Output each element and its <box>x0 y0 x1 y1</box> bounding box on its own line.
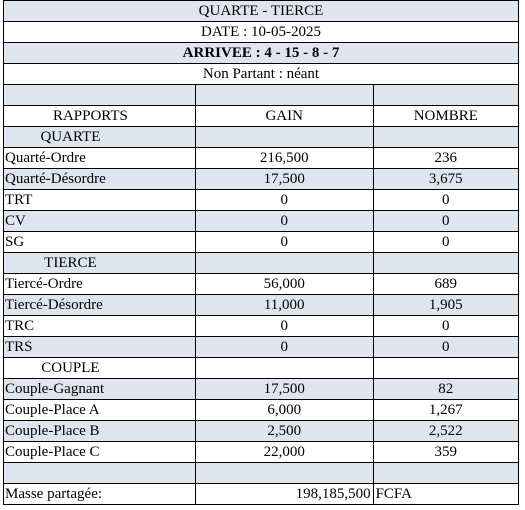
gain-value: 11,000 <box>195 295 373 316</box>
spacer-cell <box>195 463 373 484</box>
spacer-row <box>4 85 519 106</box>
rapport-label: Couple-Place B <box>4 421 196 442</box>
table-row <box>4 295 519 316</box>
table-row <box>4 190 519 211</box>
gain-value: 22,000 <box>195 442 373 463</box>
column-header-rapports: RAPPORTS <box>4 106 196 127</box>
gain-value: 0 <box>195 190 373 211</box>
nombre-value: 1,267 <box>373 400 518 421</box>
gain-value: 0 <box>195 232 373 253</box>
column-header-row <box>4 106 519 127</box>
title-row <box>4 1 519 22</box>
rapport-label: TRC <box>4 316 196 337</box>
empty-cell <box>373 358 518 379</box>
table-row <box>4 274 519 295</box>
nombre-value: 689 <box>373 274 518 295</box>
section-title: COUPLE <box>4 358 196 379</box>
section-header-row <box>4 127 519 148</box>
nombre-value: 1,905 <box>373 295 518 316</box>
gain-value: 0 <box>195 337 373 358</box>
rapport-label: Tiercé-Désordre <box>4 295 196 316</box>
empty-cell <box>195 358 373 379</box>
rapport-label: Couple-Place A <box>4 400 196 421</box>
race-title: QUARTE - TIERCE <box>4 1 519 22</box>
table-row <box>4 337 519 358</box>
section-title: QUARTE <box>4 127 196 148</box>
masse-partagee-currency: FCFA <box>373 484 518 505</box>
footer-row <box>4 484 519 505</box>
table-row <box>4 169 519 190</box>
gain-value: 6,000 <box>195 400 373 421</box>
table-row <box>4 211 519 232</box>
non-partant-row <box>4 64 519 85</box>
spacer-cell <box>4 85 196 106</box>
results-table <box>3 0 519 505</box>
rapport-label: Quarté-Ordre <box>4 148 196 169</box>
arrivee-result: ARRIVEE : 4 - 15 - 8 - 7 <box>4 43 519 64</box>
nombre-value: 0 <box>373 232 518 253</box>
rapport-label: Tiercé-Ordre <box>4 274 196 295</box>
arrivee-row <box>4 43 519 64</box>
rapport-label: Couple-Place C <box>4 442 196 463</box>
section-title: TIERCE <box>4 253 196 274</box>
rapport-label: Couple-Gagnant <box>4 379 196 400</box>
gain-value: 2,500 <box>195 421 373 442</box>
results-sheet <box>3 0 519 505</box>
section-header-row <box>4 358 519 379</box>
rapport-label: SG <box>4 232 196 253</box>
masse-partagee-amount: 198,185,500 <box>195 484 373 505</box>
nombre-value: 0 <box>373 337 518 358</box>
nombre-value: 0 <box>373 211 518 232</box>
rapport-label: TRT <box>4 190 196 211</box>
section-header-row <box>4 253 519 274</box>
column-header-gain: GAIN <box>195 106 373 127</box>
nombre-value: 236 <box>373 148 518 169</box>
spacer-cell <box>373 463 518 484</box>
gain-value: 56,000 <box>195 274 373 295</box>
nombre-value: 82 <box>373 379 518 400</box>
empty-cell <box>195 127 373 148</box>
gain-value: 0 <box>195 211 373 232</box>
gain-value: 216,500 <box>195 148 373 169</box>
table-row <box>4 232 519 253</box>
race-date: DATE : 10-05-2025 <box>4 22 519 43</box>
nombre-value: 2,522 <box>373 421 518 442</box>
spacer-cell <box>195 85 373 106</box>
nombre-value: 0 <box>373 316 518 337</box>
rapport-label: TRS <box>4 337 196 358</box>
sections-body <box>4 127 519 463</box>
spacer-cell <box>373 85 518 106</box>
empty-cell <box>195 253 373 274</box>
non-partant-info: Non Partant : néant <box>4 64 519 85</box>
rapport-label: Quarté-Désordre <box>4 169 196 190</box>
column-header-nombre: NOMBRE <box>373 106 518 127</box>
nombre-value: 0 <box>373 190 518 211</box>
table-row <box>4 148 519 169</box>
date-row <box>4 22 519 43</box>
gain-value: 17,500 <box>195 169 373 190</box>
empty-cell <box>373 253 518 274</box>
gain-value: 0 <box>195 316 373 337</box>
spacer-row <box>4 463 519 484</box>
table-row <box>4 442 519 463</box>
spacer-cell <box>4 463 196 484</box>
table-row <box>4 316 519 337</box>
table-row <box>4 421 519 442</box>
empty-cell <box>373 127 518 148</box>
table-row <box>4 400 519 421</box>
nombre-value: 3,675 <box>373 169 518 190</box>
nombre-value: 359 <box>373 442 518 463</box>
rapport-label: CV <box>4 211 196 232</box>
gain-value: 17,500 <box>195 379 373 400</box>
table-row <box>4 379 519 400</box>
masse-partagee-label: Masse partagée: <box>4 484 196 505</box>
